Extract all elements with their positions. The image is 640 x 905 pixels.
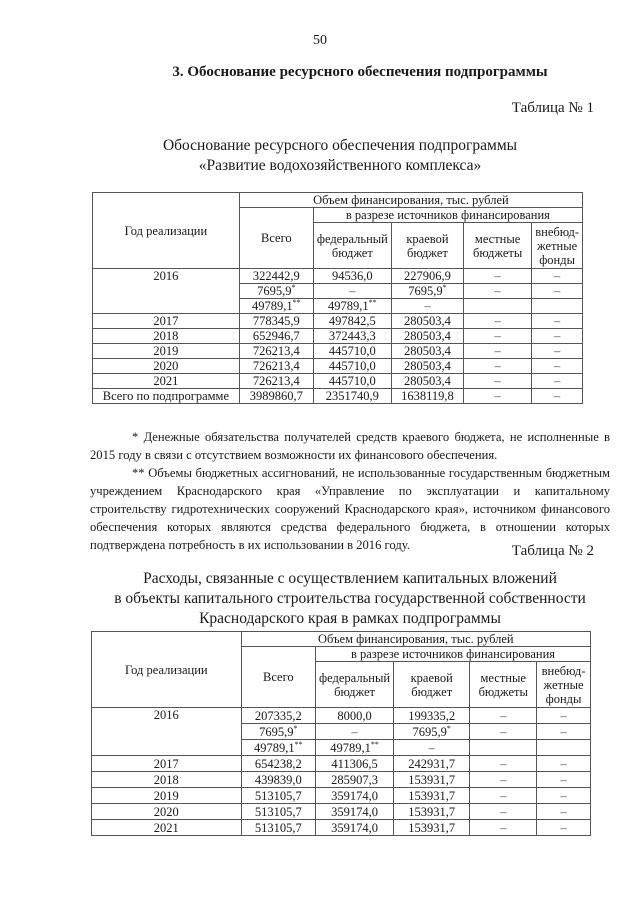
cell-regional-value: – [424,299,431,313]
cell-total [239,269,313,284]
cell-federal [313,344,391,359]
footnotes [90,428,610,554]
cell-local [464,269,532,284]
cell-extrabudget-value: – [553,284,561,298]
cell-federal [313,329,391,344]
table2-label: Таблица № 2 [511,543,594,559]
cell-local [470,820,537,836]
cell-extrabudget-value: – [553,329,561,343]
cell-federal [313,389,391,404]
table2-caption [90,569,610,629]
cell-total [239,329,313,344]
cell-regional-value: 280503,4 [404,359,451,373]
table-row [93,314,583,329]
cell-local [470,804,537,820]
cell-regional-value: 153931,7 [408,804,456,819]
cell-extrabudget-value: – [560,804,567,819]
table2 [91,631,591,836]
footnote-mark: ** [292,298,301,307]
cell-year: 2020 [92,804,242,820]
cell-regional-value: 153931,7 [408,820,456,835]
cell-total-value: 7695,9 [259,724,294,739]
cell-extrabudget [532,284,583,299]
cell-total-value: 726213,4 [252,359,300,373]
cell-local [464,359,532,374]
footnote-mark: * [293,723,298,733]
cell-regional-value: – [428,740,435,755]
table-row [93,269,583,284]
page-number: 50 [313,33,327,48]
cell-federal [316,788,394,804]
cell-extrabudget [532,299,583,314]
cell-federal-value: 445710,0 [328,359,376,373]
cell-extrabudget [532,374,583,389]
cell-local [470,756,537,772]
cell-federal [316,756,394,772]
cell-regional [391,359,463,374]
footnote-mark: ** [370,739,379,749]
header-federal: федеральный бюджет [313,223,391,269]
cell-year: Всего по подпрограмме [93,389,240,404]
footnote-mark: * [442,283,447,292]
cell-local [470,772,537,788]
cell-year: 2016 [92,708,242,756]
cell-regional-value: 227906,9 [404,269,451,283]
cell-extrabudget-value: – [560,772,567,787]
header-year: Год реализации [93,193,240,269]
cell-extrabudget [532,269,583,284]
cell-total [239,344,313,359]
cell-local [464,329,532,344]
cell-regional [391,329,463,344]
table1-caption [90,136,590,176]
cell-extrabudget [537,724,591,740]
cell-extrabudget-value: – [553,374,561,388]
cell-regional [394,740,470,756]
table-row [92,804,591,820]
cell-year: 2017 [92,756,242,772]
cell-extrabudget [537,772,591,788]
cell-local [470,788,537,804]
header-year: Год реализации [92,632,242,708]
cell-federal [316,740,394,756]
cell-regional [394,804,470,820]
cell-total-value: 207335,2 [254,708,302,723]
table1-caption-line1: Обоснование ресурсного обеспечения подпрограммы [162,137,518,154]
cell-federal [313,374,391,389]
cell-total [239,359,313,374]
header-regional: краевой бюджет [394,662,470,708]
cell-regional-value: 280503,4 [404,314,451,328]
cell-local-value: – [500,788,507,803]
cell-total-value: 654238,2 [254,756,302,771]
cell-regional-value: 153931,7 [408,772,456,787]
cell-year: 2019 [92,788,242,804]
cell-federal-value: 49789,1 [330,740,371,755]
header-total: Всего [239,208,313,269]
section-title: 3. Обоснование ресурсного обеспечения подпрограммы [172,64,548,80]
cell-regional [391,389,463,404]
cell-regional [391,299,463,314]
cell-regional-value: 280503,4 [404,329,451,343]
cell-regional-value: 1638119,8 [401,389,454,403]
cell-total-value: 726213,4 [252,344,300,358]
cell-total [241,820,315,836]
cell-local-value: – [494,389,501,403]
cell-local-value: – [494,344,501,358]
cell-extrabudget-value: – [560,708,567,723]
cell-regional [394,756,470,772]
cell-regional [394,708,470,724]
cell-federal [313,359,391,374]
cell-extrabudget [532,329,583,344]
cell-local [470,724,537,740]
cell-year: 2018 [93,329,240,344]
cell-regional-value: 7695,9 [408,284,443,298]
cell-total-value: 513105,7 [254,820,302,835]
cell-total-value: 49789,1 [252,299,293,313]
cell-total [241,740,315,756]
table-row [92,820,591,836]
cell-year: 2021 [92,820,242,836]
table2-caption-line3: Краснодарского края в рамках подпрограммы [199,610,501,627]
cell-extrabudget-value: – [553,389,561,403]
cell-regional [391,314,463,329]
cell-total [241,772,315,788]
cell-federal [316,804,394,820]
cell-local-value: – [500,756,507,771]
cell-total [239,314,313,329]
footnote-1: * Денежные обязательства получателей средств краевого бюджета, не исполненные в 2015 году в связи с отсутствием возможности их финансового обеспечения. [90,430,610,462]
table-row [93,329,583,344]
cell-local-value: – [494,329,501,343]
cell-federal-value: – [349,284,356,298]
cell-regional-value: 199335,2 [408,708,456,723]
cell-total-value: 778345,9 [252,314,300,328]
cell-extrabudget [537,804,591,820]
cell-regional [394,820,470,836]
cell-local-value: – [494,359,501,373]
cell-total-value: 7695,9 [257,284,292,298]
cell-local-value: – [494,314,501,328]
footnote-mark: * [446,723,451,733]
table-row [93,344,583,359]
cell-regional [394,724,470,740]
cell-local [464,344,532,359]
header-total: Всего [241,647,315,708]
cell-federal-value: 2351740,9 [325,389,379,403]
cell-total [239,389,313,404]
header-by-source: в разрезе источников финансирования [316,647,591,662]
cell-local [464,389,532,404]
cell-extrabudget [537,820,591,836]
cell-extrabudget [532,314,583,329]
cell-local [464,284,532,299]
cell-total-value: 49789,1 [254,740,295,755]
cell-total-value: 513105,7 [254,804,302,819]
cell-local-value: – [494,374,501,388]
cell-federal-value: 49789,1 [328,299,369,313]
cell-extrabudget-value: – [560,756,567,771]
header-federal: федеральный бюджет [316,662,394,708]
cell-total [241,804,315,820]
header-by-source: в разрезе источников финансирования [313,208,582,223]
header-volume: Объем финансирования, тыс. рублей [241,632,590,647]
cell-federal-value: 445710,0 [328,374,376,388]
cell-federal [316,820,394,836]
cell-federal-value: 372443,3 [328,329,376,343]
cell-federal-value: 359174,0 [331,804,378,819]
cell-total [241,708,315,724]
cell-local [470,740,537,756]
cell-total-value: 513105,7 [254,788,302,803]
cell-year: 2021 [93,374,240,389]
footnote-2: ** Объемы бюджетных ассигнований, не использованные государственным бюджетным учреждением Краснодарского края «Управление по эксплуатации и капитальному строительству гидротехнических сооружений Краснодарского края», источником финансового обеспечения которых являются средства федерального бюджета, в отношении которых подтверждена потребность в их использовании в 2016 году. [90,466,610,552]
cell-extrabudget [537,756,591,772]
cell-extrabudget [537,708,591,724]
cell-federal-value: 411306,5 [331,756,378,771]
cell-federal-value: 497842,5 [328,314,376,328]
cell-year: 2017 [93,314,240,329]
cell-extrabudget [537,740,591,756]
table-row [93,389,583,404]
cell-federal [316,772,394,788]
cell-local [464,314,532,329]
header-volume: Объем финансирования, тыс. рублей [239,193,582,208]
footnote-mark: ** [294,739,303,749]
cell-federal-value: 285907,3 [331,772,378,787]
footnote-mark: ** [368,298,377,307]
cell-local-value: – [494,284,501,298]
cell-federal [316,708,394,724]
cell-local-value: – [500,772,507,787]
table2-caption-line2: в объекты капитального строительства государственной собственности [114,590,586,607]
cell-local [464,374,532,389]
cell-local-value: – [494,269,501,283]
cell-local-value: – [500,724,507,739]
table1-label: Таблица № 1 [511,100,594,116]
cell-regional-value: 280503,4 [404,374,451,388]
cell-federal-value: 94536,0 [332,269,373,283]
cell-total [241,724,315,740]
header-extrabudget: внебюд-жетные фонды [532,223,583,269]
cell-extrabudget [532,359,583,374]
cell-year: 2019 [93,344,240,359]
cell-extrabudget-value: – [553,314,561,328]
cell-federal-value: 359174,0 [331,788,378,803]
cell-total [241,756,315,772]
header-local: местные бюджеты [464,223,532,269]
table1-caption-line2: «Развитие водохозяйственного комплекса» [198,157,482,174]
cell-total-value: 726213,4 [252,374,300,388]
header-local: местные бюджеты [470,662,537,708]
cell-extrabudget-value: – [560,788,567,803]
cell-regional [391,284,463,299]
cell-regional-value: 280503,4 [404,344,451,358]
cell-extrabudget-value: – [560,820,567,835]
table1 [92,192,583,404]
table-row [92,708,591,724]
cell-total-value: 322442,9 [252,269,300,283]
cell-extrabudget-value: – [553,344,561,358]
table-row [92,756,591,772]
cell-federal-value: 445710,0 [328,344,376,358]
cell-regional [391,344,463,359]
cell-regional-value: 7695,9 [412,724,447,739]
cell-federal [313,314,391,329]
cell-extrabudget-value: – [553,269,561,283]
cell-extrabudget [537,788,591,804]
cell-local [464,299,532,314]
table2-caption-line1: Расходы, связанные с осуществлением капитальных вложений [143,570,557,587]
cell-total [239,299,313,314]
cell-extrabudget-value: – [553,359,561,373]
cell-total-value: 3989860,7 [249,389,303,403]
header-extrabudget: внебюд-жетные фонды [537,662,591,708]
cell-year: 2018 [92,772,242,788]
cell-total-value: 439839,0 [254,772,302,787]
cell-regional-value: 153931,7 [408,788,456,803]
cell-regional [394,772,470,788]
cell-regional [391,374,463,389]
cell-federal [313,284,391,299]
cell-total [241,788,315,804]
cell-total [239,284,313,299]
cell-federal [313,299,391,314]
table-row [93,359,583,374]
cell-federal-value: 8000,0 [337,708,372,723]
cell-extrabudget-value: – [560,724,567,739]
table-row [92,772,591,788]
cell-total [239,374,313,389]
cell-regional [394,788,470,804]
table-row [92,788,591,804]
cell-extrabudget [532,389,583,404]
cell-local-value: – [500,804,507,819]
cell-local [470,708,537,724]
cell-year: 2020 [93,359,240,374]
cell-federal [313,269,391,284]
cell-federal-value: – [351,724,358,739]
footnote-mark: * [291,283,296,292]
cell-total-value: 652946,7 [252,329,300,343]
table-row [93,374,583,389]
cell-year: 2016 [93,269,240,314]
header-regional: краевой бюджет [391,223,463,269]
cell-regional [391,269,463,284]
cell-extrabudget [532,344,583,359]
cell-regional-value: 242931,7 [408,756,456,771]
cell-local-value: – [500,820,507,835]
cell-federal [316,724,394,740]
cell-federal-value: 359174,0 [331,820,378,835]
cell-local-value: – [500,708,507,723]
